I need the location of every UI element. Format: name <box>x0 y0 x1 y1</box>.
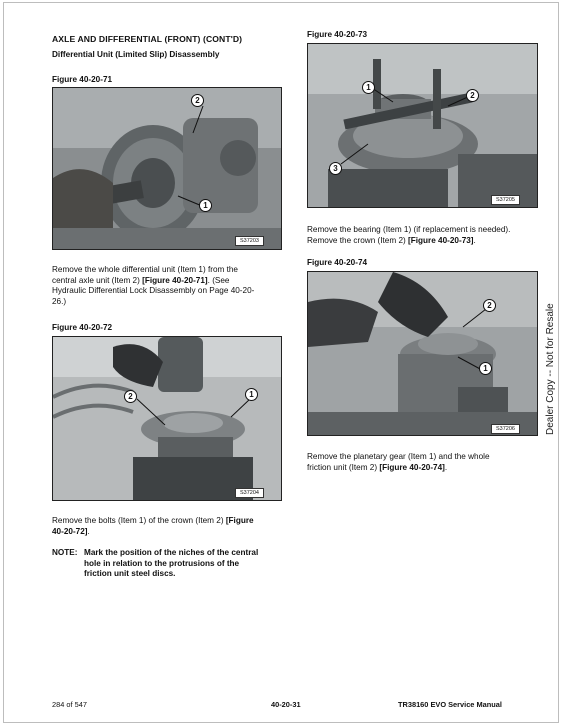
note-label: NOTE: <box>52 548 78 557</box>
dealer-copy-watermark: Dealer Copy -- Not for Resale <box>545 303 556 435</box>
paragraph-figure-72 <box>52 516 282 537</box>
p72-line2: 40-20-72]. <box>52 526 90 536</box>
footer-manual-title: TR38160 EVO Service Manual <box>398 700 502 709</box>
figure-71-label: Figure 40-20-71 <box>52 75 113 84</box>
paragraph-figure-74 <box>307 452 538 473</box>
p72-line1: Remove the bolts (Item 1) of the crown (Item 2) [Figure <box>52 516 254 525</box>
note-line2: hole in relation to the protrusions of the <box>84 558 240 568</box>
note-block <box>52 548 282 580</box>
p72-figure-ref-part1: [Figure <box>225 516 254 525</box>
figure-74-image <box>308 272 538 436</box>
p71-line1: Remove the whole differential unit (Item 1) from the <box>52 265 238 274</box>
figure-74-callout-2: 2 <box>483 299 496 312</box>
p73-figure-ref: [Figure 40-20-73] <box>408 235 474 245</box>
figure-74-callout-1: 1 <box>479 362 492 375</box>
figure-71-image <box>53 88 282 250</box>
paragraph-figure-73 <box>307 225 538 246</box>
figure-71-callout-1: 1 <box>199 199 212 212</box>
p73-line2: Remove the crown (Item 2) [Figure 40-20-73]. <box>307 235 476 245</box>
figure-73-callout-2: 2 <box>466 89 479 102</box>
p71-line2: central axle unit (Item 2) [Figure 40-20-71]. (See <box>52 275 230 285</box>
footer-page-count: 284 of 547 <box>52 700 87 709</box>
p74-line1: Remove the planetary gear (Item 1) and the whole <box>307 452 490 461</box>
figure-72-callout-1: 1 <box>245 388 258 401</box>
note-line3: friction unit steel discs. <box>84 569 176 579</box>
figure-71-callout-2: 2 <box>191 94 204 107</box>
figure-73-label: Figure 40-20-73 <box>307 30 368 39</box>
figure-71-photo <box>52 87 282 250</box>
figure-73-image <box>308 44 538 208</box>
figure-72-photo <box>52 336 282 501</box>
p74-figure-ref: [Figure 40-20-74] <box>379 462 445 472</box>
figure-72-image <box>53 337 282 501</box>
p73-line1: Remove the bearing (Item 1) (if replacement is needed). <box>307 225 511 234</box>
footer-page-number: 40-20-31 <box>271 700 301 709</box>
note-line1: Mark the position of the niches of the central <box>84 548 259 557</box>
p74-line2: friction unit (Item 2) [Figure 40-20-74]. <box>307 462 448 472</box>
figure-72-callout-2: 2 <box>124 390 137 403</box>
figure-74-photo-id: S37206 <box>491 424 520 434</box>
section-title: AXLE AND DIFFERENTIAL (FRONT) (CONT'D) <box>52 34 243 44</box>
figure-74-label: Figure 40-20-74 <box>307 258 368 267</box>
figure-73-callout-3: 3 <box>329 162 342 175</box>
figure-72-photo-id: S37204 <box>235 488 264 498</box>
p71-line4: 26.) <box>52 296 67 306</box>
figure-72-label: Figure 40-20-72 <box>52 323 113 332</box>
figure-71-photo-id: S37203 <box>235 236 264 246</box>
p71-figure-ref: [Figure 40-20-71] <box>142 275 208 285</box>
subsection-title: Differential Unit (Limited Slip) Disassembly <box>52 50 220 59</box>
figure-73-photo <box>307 43 538 208</box>
figure-73-callout-1: 1 <box>362 81 375 94</box>
p71-line3: Hydraulic Differential Lock Disassembly on Page 40-20- <box>52 286 255 296</box>
figure-74-photo <box>307 271 538 436</box>
figure-73-photo-id: S37205 <box>491 195 520 205</box>
paragraph-figure-71 <box>52 265 282 307</box>
p72-figure-ref-part2: 40-20-72] <box>52 526 88 536</box>
